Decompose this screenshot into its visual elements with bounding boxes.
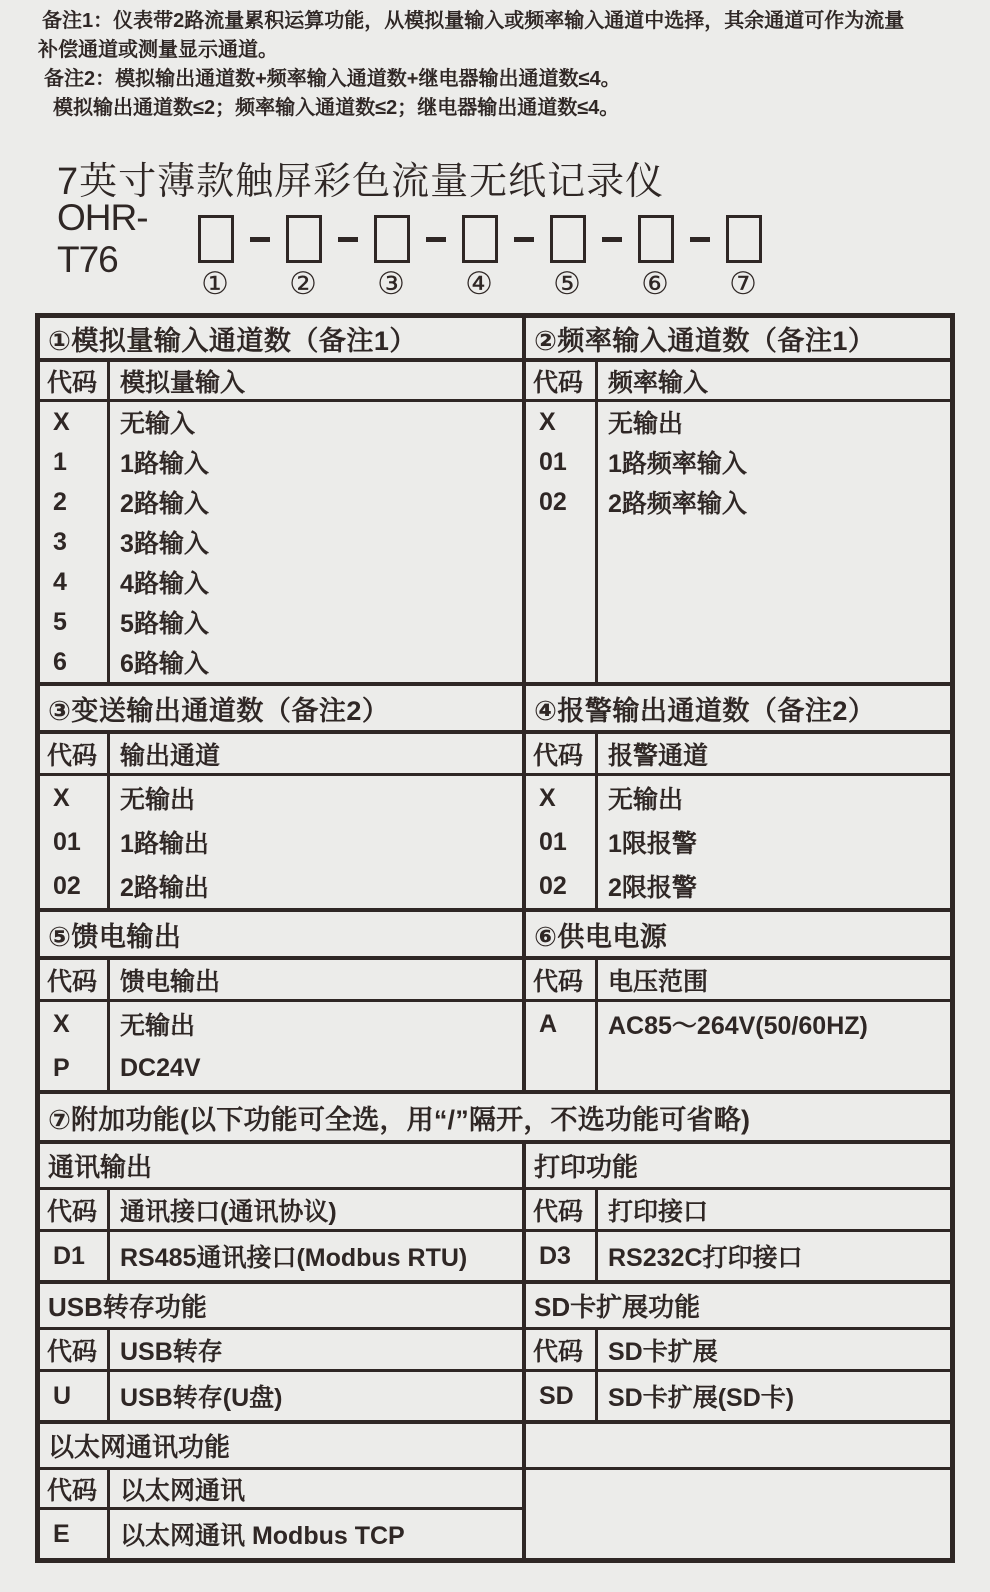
section-5-desc-column — [110, 1002, 522, 1090]
desc-cell: 2路输入 — [120, 490, 209, 518]
code-cell: 02 — [539, 487, 567, 516]
section-4-code-header: 代码 — [526, 734, 598, 773]
section-3-desc-column — [110, 776, 522, 908]
desc-cell: 5路输入 — [120, 610, 209, 638]
usb-code-header: 代码 — [40, 1330, 110, 1369]
print-code-column — [526, 1232, 598, 1280]
desc-cell: 4路输入 — [120, 570, 209, 598]
desc-cell: 3路输入 — [120, 530, 209, 558]
model-digit-box-7 — [726, 215, 762, 263]
code-cell: X — [53, 783, 70, 812]
remark-2-line-2: 模拟输出通道数≤2；频率输入通道数≤2；继电器输出通道数≤4。 — [53, 97, 620, 119]
empty-header-cell — [526, 1424, 950, 1470]
code-cell: 4 — [53, 567, 67, 596]
section-4 — [522, 686, 950, 908]
section-pair-5-6 — [40, 912, 950, 1094]
subsection-sd — [522, 1284, 950, 1420]
comm-desc-column — [110, 1232, 522, 1280]
section-5 — [40, 912, 522, 1090]
section-3-desc-header: 输出通道 — [120, 741, 221, 770]
section-6-title: ⑥供电电源 — [526, 912, 950, 960]
print-desc-header: 打印接口 — [608, 1197, 709, 1226]
code-cell: 1 — [53, 447, 67, 476]
section-2-code-header: 代码 — [526, 362, 598, 399]
section-pair-3-4 — [40, 686, 950, 912]
ethernet-code-header: 代码 — [40, 1470, 110, 1507]
section-4-desc-header: 报警通道 — [608, 741, 709, 770]
section-3 — [40, 686, 522, 908]
model-digit-box-1 — [198, 215, 234, 263]
print-desc-column — [598, 1232, 950, 1280]
desc-cell: 2限报警 — [608, 874, 697, 902]
dash-separator — [426, 237, 446, 242]
remark-1-line-1: 备注1：仪表带2路流量累积运算功能，从模拟量输入或频率输入通道中选择，其余通道可作为流量 — [42, 10, 905, 32]
desc-cell: SD卡扩展(SD卡) — [608, 1384, 795, 1412]
desc-cell: 6路输入 — [120, 650, 209, 678]
remark-2-line-1: 备注2：模拟输出通道数+频率输入通道数+继电器输出通道数≤4。 — [44, 68, 621, 90]
model-digit-box-4 — [462, 215, 498, 263]
empty-body-cell — [526, 1470, 950, 1558]
desc-cell: 1路输出 — [120, 830, 209, 858]
section-1-desc-header: 模拟量输入 — [120, 368, 246, 397]
desc-cell: 无输出 — [608, 786, 684, 814]
print-code-header: 代码 — [526, 1190, 598, 1229]
section-1-desc-column — [110, 402, 522, 682]
dash-separator — [338, 237, 358, 242]
model-digit-box-2 — [286, 215, 322, 263]
section-6-code-header: 代码 — [526, 960, 598, 999]
desc-cell: RS232C打印接口 — [608, 1244, 803, 1272]
comm-desc-header: 通讯接口(通讯协议) — [120, 1197, 337, 1226]
model-code-line — [57, 197, 990, 280]
position-numbers-row — [171, 265, 990, 303]
desc-cell: 以太网通讯 Modbus TCP — [120, 1522, 405, 1550]
section-5-title: ⑤馈电输出 — [40, 912, 522, 960]
code-cell: 02 — [539, 871, 567, 900]
position-number-1: ① — [201, 266, 229, 301]
section-7-pair-usb-sd — [40, 1284, 950, 1424]
subsection-print-name: 打印功能 — [526, 1144, 950, 1190]
code-cell: 2 — [53, 487, 67, 516]
desc-cell: RS485通讯接口(Modbus RTU) — [120, 1244, 468, 1272]
position-number-5: ⑤ — [553, 266, 581, 301]
subsection-print — [522, 1144, 950, 1280]
desc-cell: 无输出 — [120, 1012, 196, 1040]
desc-cell: 无输出 — [608, 410, 684, 438]
section-2-desc-column — [598, 402, 950, 682]
model-digit-box-6 — [638, 215, 674, 263]
section-5-code-column — [40, 1002, 110, 1090]
code-cell: 6 — [53, 647, 67, 676]
dash-separator — [602, 237, 622, 242]
sd-code-column — [526, 1372, 598, 1420]
model-digit-box-3 — [374, 215, 410, 263]
usb-desc-header: USB转存 — [120, 1337, 223, 1366]
code-cell: X — [539, 407, 556, 436]
subsection-usb-name: USB转存功能 — [40, 1284, 522, 1330]
position-number-4: ④ — [465, 266, 493, 301]
section-7-pair-comm-print — [40, 1144, 950, 1284]
code-cell: D1 — [53, 1241, 85, 1270]
position-number-7: ⑦ — [729, 266, 757, 301]
sd-code-header: 代码 — [526, 1330, 598, 1369]
section-pair-1-2 — [40, 318, 950, 686]
subsection-empty — [522, 1424, 950, 1558]
section-3-code-column — [40, 776, 110, 908]
section-6 — [522, 912, 950, 1090]
code-cell: 5 — [53, 607, 67, 636]
section-1-title: ①模拟量输入通道数（备注1） — [40, 318, 522, 362]
section-2 — [522, 318, 950, 682]
section-1-code-column — [40, 402, 110, 682]
code-cell: E — [53, 1519, 70, 1548]
desc-cell: 2路频率输入 — [608, 490, 747, 518]
remark-1-line-2: 补偿通道或测量显示通道。 — [38, 39, 278, 61]
subsection-comm-name: 通讯输出 — [40, 1144, 522, 1190]
section-3-code-header: 代码 — [40, 734, 110, 773]
remarks-block — [0, 0, 990, 123]
usb-desc-column — [110, 1372, 522, 1420]
dash-separator — [514, 237, 534, 242]
ethernet-code-column — [40, 1510, 110, 1558]
section-5-code-header: 代码 — [40, 960, 110, 999]
section-7-pair-ethernet — [40, 1424, 950, 1558]
desc-cell: USB转存(U盘) — [120, 1384, 283, 1412]
product-title: 7英寸薄款触屏彩色流量无纸记录仪 — [57, 161, 665, 203]
ordering-spec-table — [35, 313, 955, 1563]
code-cell: D3 — [539, 1241, 571, 1270]
dash-separator — [250, 237, 270, 242]
desc-cell: 2路输出 — [120, 874, 209, 902]
section-7-title: ⑦附加功能(以下功能可全选，用“/”隔开，不选功能可省略) — [40, 1094, 950, 1144]
subsection-ethernet-name: 以太网通讯功能 — [40, 1424, 522, 1470]
position-number-2: ② — [289, 266, 317, 301]
desc-cell: 1限报警 — [608, 830, 697, 858]
desc-cell: 1路频率输入 — [608, 450, 747, 478]
sd-desc-column — [598, 1372, 950, 1420]
model-digit-box-5 — [550, 215, 586, 263]
position-number-6: ⑥ — [641, 266, 669, 301]
subsection-usb — [40, 1284, 522, 1420]
usb-code-column — [40, 1372, 110, 1420]
section-3-title: ③变送输出通道数（备注2） — [40, 686, 522, 734]
section-2-desc-header: 频率输入 — [608, 368, 709, 397]
code-cell: 02 — [53, 871, 81, 900]
dash-separator — [690, 237, 710, 242]
section-1-code-header: 代码 — [40, 362, 110, 399]
code-cell: U — [53, 1381, 72, 1410]
code-cell: 01 — [539, 447, 567, 476]
subsection-ethernet — [40, 1424, 522, 1558]
subsection-sd-name: SD卡扩展功能 — [526, 1284, 950, 1330]
section-4-desc-column — [598, 776, 950, 908]
comm-code-header: 代码 — [40, 1190, 110, 1229]
section-6-desc-header: 电压范围 — [608, 967, 709, 996]
code-cell: X — [53, 1009, 70, 1038]
sd-desc-header: SD卡扩展 — [608, 1337, 718, 1366]
desc-cell: 1路输入 — [120, 450, 209, 478]
section-4-title: ④报警输出通道数（备注2） — [526, 686, 950, 734]
code-cell: X — [539, 783, 556, 812]
section-6-desc-column — [598, 1002, 950, 1090]
desc-cell: 无输出 — [120, 786, 196, 814]
ethernet-desc-column — [110, 1510, 522, 1558]
code-cell: 3 — [53, 527, 67, 556]
desc-cell: 无输入 — [120, 410, 196, 438]
section-5-desc-header: 馈电输出 — [120, 967, 221, 996]
code-cell: SD — [539, 1381, 574, 1410]
section-1 — [40, 318, 522, 682]
section-2-code-column — [526, 402, 598, 682]
desc-cell: DC24V — [120, 1053, 201, 1082]
model-prefix: OHR-T76 — [57, 197, 148, 280]
code-cell: 01 — [539, 827, 567, 856]
code-cell: A — [539, 1009, 558, 1038]
section-4-code-column — [526, 776, 598, 908]
section-2-title: ②频率输入通道数（备注1） — [526, 318, 950, 362]
ethernet-desc-header: 以太网通讯 — [120, 1476, 246, 1505]
comm-code-column — [40, 1232, 110, 1280]
desc-cell: AC85～264V(50/60HZ) — [608, 1012, 868, 1040]
section-6-code-column — [526, 1002, 598, 1090]
subsection-comm — [40, 1144, 522, 1280]
position-number-3: ③ — [377, 266, 405, 301]
code-cell: X — [53, 407, 70, 436]
code-cell: 01 — [53, 827, 81, 856]
code-cell: P — [53, 1053, 70, 1082]
